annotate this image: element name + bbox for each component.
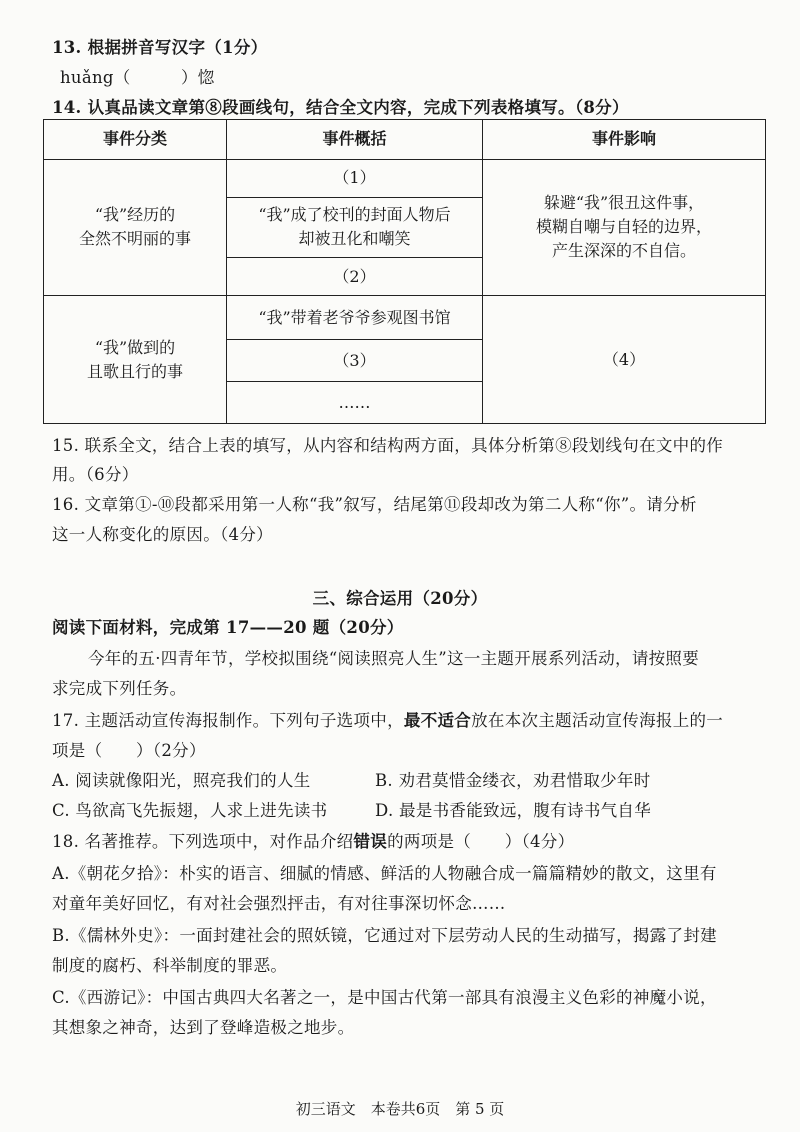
impact-cell-1: 躲避“我”很丑这件事， 模糊自嘲与自轻的边界， 产生深深的不自信。 bbox=[483, 159, 766, 295]
page-footer: 初三语文 本卷共6页 第 5 页 bbox=[295, 1100, 505, 1118]
event-cell-1-1: （1） bbox=[227, 159, 483, 197]
event-cell-2-1: “我”带着老爷爷参观图书馆 bbox=[227, 296, 483, 340]
q17-option-b: B. 劝君莫惜金缕衣，劝君惜取少年时 bbox=[375, 771, 651, 790]
q16-line1: 16. 文章第①-⑩段都采用第一人称“我”叙写，结尾第⑪段却改为第二人称“你”。请分析 bbox=[52, 495, 697, 514]
q15-line1: 15. 联系全文，结合上表的填写，从内容和结构两方面，具体分析第⑧段划线句在文中的作 bbox=[52, 436, 724, 455]
q18-option-b-1: B.《儒林外史》：一面封建社会的照妖镜，它通过对下层劳动人民的生动描写，揭露了封建 bbox=[52, 926, 717, 945]
q18-option-a-2: 对童年美好回忆，有对社会强烈抨击，有对往事深切怀念…… bbox=[52, 894, 506, 913]
q18-emphasis: 错误 bbox=[353, 832, 388, 851]
section3-intro-2: 求完成下列任务。 bbox=[52, 679, 187, 698]
q14-title: 14. 认真品读文章第⑧段画线句，结合全文内容，完成下列表格填写。（8分） bbox=[52, 98, 629, 117]
section3-instruction: 阅读下面材料，完成第 17——20 题（20分） bbox=[52, 618, 404, 637]
header-summary: 事件概括 bbox=[227, 120, 483, 160]
q18-option-b-2: 制度的腐朽、科举制度的罪恶。 bbox=[52, 956, 288, 975]
q17-emphasis: 最不适合 bbox=[403, 711, 472, 730]
q18-line1-a: 18. 名著推荐。下列选项中，对作品介绍 bbox=[52, 832, 354, 851]
q17-line1-c: 放在本次主题活动宣传海报上的一 bbox=[471, 711, 724, 730]
q17-line2: 项是（ ）（2分） bbox=[52, 741, 206, 760]
q18-option-c-2: 其想象之神奇，达到了登峰造极之地步。 bbox=[52, 1018, 355, 1037]
q13-title: 13. 根据拼音写汉字（1分） bbox=[52, 38, 268, 57]
q15-line2: 用。（6分） bbox=[52, 465, 139, 484]
section3-title: 三、综合运用（20分） bbox=[312, 589, 488, 608]
category-cell-2: “我”做到的 且歌且行的事 bbox=[44, 296, 227, 424]
q18-line1-c: 的两项是（ ）（4分） bbox=[387, 832, 575, 851]
impact-cell-2: （4） bbox=[483, 296, 766, 424]
q16-line2: 这一人称变化的原因。（4分） bbox=[52, 525, 273, 544]
q18-option-a-1: A.《朝花夕拾》：朴实的语言、细腻的情感、鲜活的人物融合成一篇篇精妙的散文，这里有 bbox=[52, 864, 717, 883]
q18-line1 bbox=[52, 828, 574, 852]
event-cell-2-3: …… bbox=[227, 382, 483, 424]
event-cell-1-2: “我”成了校刊的封面人物后 却被丑化和嘲笑 bbox=[227, 197, 483, 258]
q17-line1-a: 17. 主题活动宣传海报制作。下列句子选项中， bbox=[52, 711, 404, 730]
q17-option-d: D. 最是书香能致远，腹有诗书气自华 bbox=[375, 801, 652, 820]
q18-option-c-1: C.《西游记》：中国古典四大名著之一，是中国古代第一部具有浪漫主义色彩的神魔小说， bbox=[52, 988, 717, 1007]
header-impact: 事件影响 bbox=[483, 120, 766, 160]
category-cell-1: “我”经历的 全然不明丽的事 bbox=[44, 159, 227, 295]
event-cell-2-2: （3） bbox=[227, 340, 483, 382]
q17-option-a: A. 阅读就像阳光，照亮我们的人生 bbox=[52, 771, 311, 790]
q17-option-c: C. 鸟欲高飞先振翅，人求上进先读书 bbox=[52, 801, 328, 820]
header-category: 事件分类 bbox=[44, 120, 227, 160]
event-table bbox=[43, 119, 766, 424]
q13-pinyin: huǎng（ ）惚 bbox=[60, 68, 215, 87]
q17-line1 bbox=[52, 707, 723, 731]
section3-intro-1: 今年的五·四青年节，学校拟围绕“阅读照亮人生”这一主题开展系列活动，请按照要 bbox=[88, 649, 700, 668]
event-cell-1-3: （2） bbox=[227, 258, 483, 296]
